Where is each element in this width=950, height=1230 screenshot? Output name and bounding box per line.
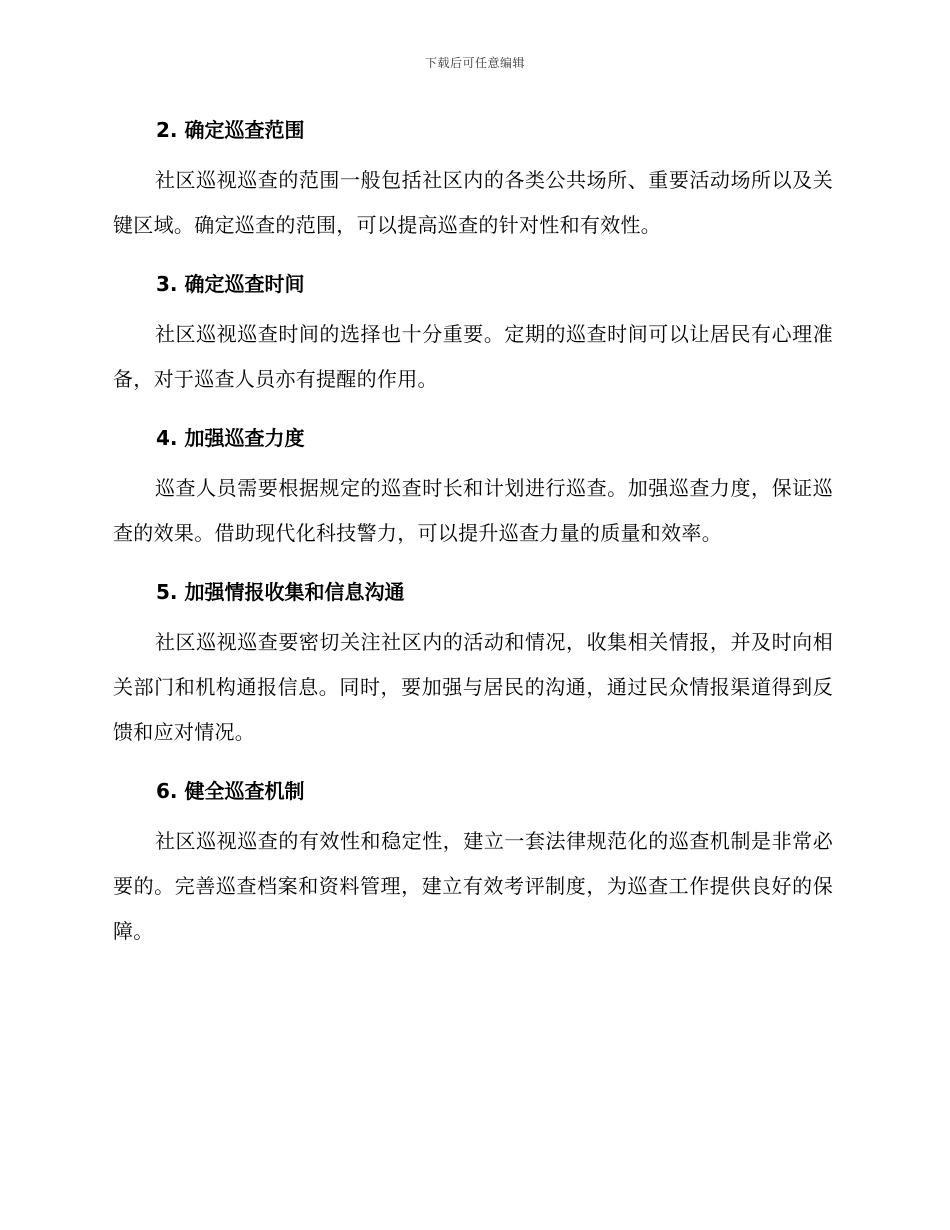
section-heading: 2. 确定巡查范围 [156,118,305,142]
section-paragraph: 社区巡视巡查的有效性和稳定性，建立一套法律规范化的巡查机制是非常必要的。完善巡查档案和资料管理，建立有效考评制度，为巡查工作提供良好的保障。 [113,829,833,943]
section-paragraph: 社区巡视巡查要密切关注社区内的活动和情况，收集相关情报，并及时向相关部门和机构通报信息。同时，要加强与居民的沟通，通过民众情报渠道得到反馈和应对情况。 [113,630,833,744]
section-heading: 3. 确定巡查时间 [156,272,305,296]
section-3 [113,266,833,402]
section-4 [113,420,833,556]
section-heading: 6. 健全巡查机制 [156,779,305,803]
header-note: 下载后可任意编辑 [424,56,525,70]
section-6 [113,773,833,954]
document-content [113,112,833,972]
section-5 [113,574,833,755]
section-heading: 4. 加强巡查力度 [156,426,305,450]
section-paragraph: 社区巡视巡查的范围一般包括社区内的各类公共场所、重要活动场所以及关键区域。确定巡查的范围，可以提高巡查的针对性和有效性。 [113,168,833,237]
section-paragraph: 社区巡视巡查时间的选择也十分重要。定期的巡查时间可以让居民有心理准备，对于巡查人员亦有提醒的作用。 [113,322,833,391]
section-2 [113,112,833,248]
section-heading: 5. 加强情报收集和信息沟通 [156,580,405,604]
section-paragraph: 巡查人员需要根据规定的巡查时长和计划进行巡查。加强巡查力度，保证巡查的效果。借助现代化科技警力，可以提升巡查力量的质量和效率。 [113,476,833,545]
